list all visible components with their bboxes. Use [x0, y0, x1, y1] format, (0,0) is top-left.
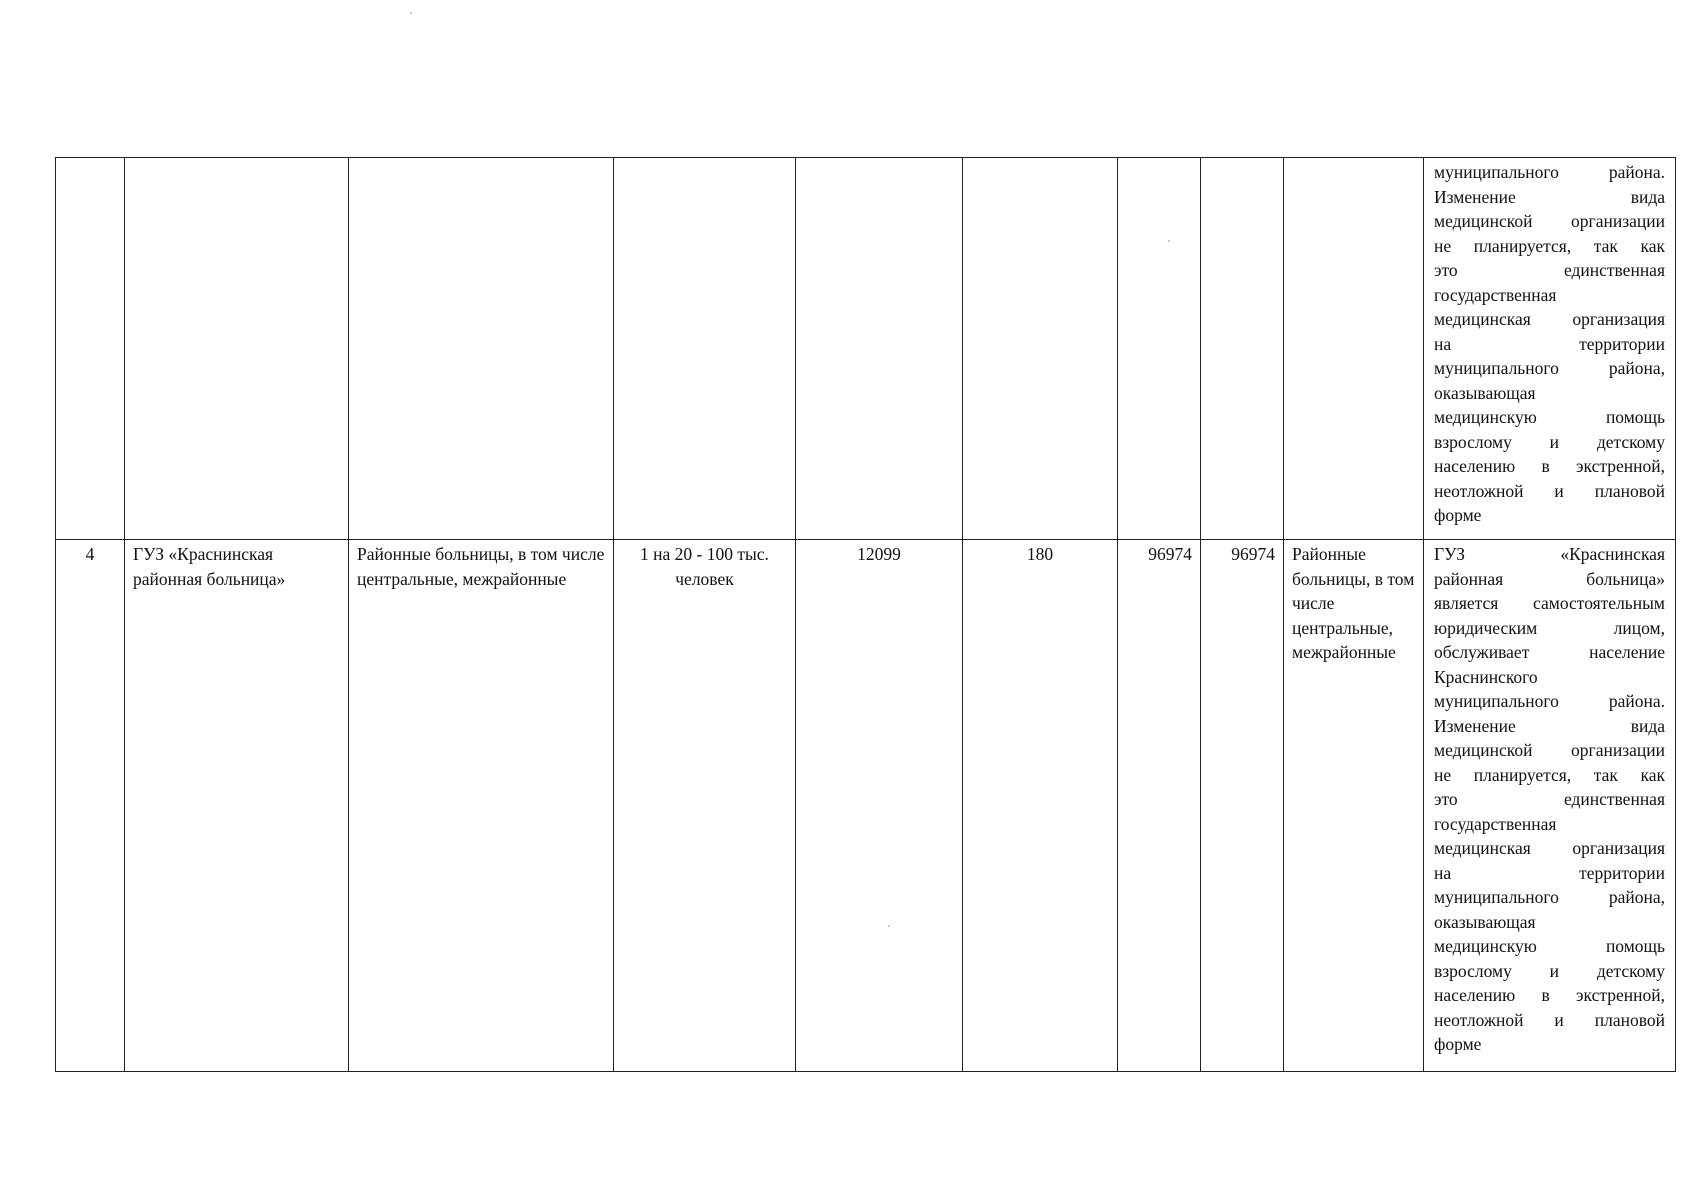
- justification-line: [1434, 542, 1665, 567]
- justification-word: муниципального: [1434, 358, 1559, 378]
- justification-line: оказывающая: [1434, 382, 1536, 403]
- justification-word: муниципального: [1434, 162, 1559, 182]
- justification-line: [1434, 861, 1665, 886]
- cell-justification: [1424, 158, 1676, 540]
- justification-word: организации: [1571, 740, 1665, 760]
- justification-word: организация: [1572, 838, 1665, 858]
- cell-beds: [963, 158, 1118, 540]
- justification-word: Изменение: [1434, 715, 1516, 736]
- justification-word: медицинская: [1434, 309, 1531, 329]
- justification-word: вида: [1630, 715, 1665, 736]
- justification-line: [1434, 356, 1665, 381]
- justification-line: [1434, 689, 1665, 714]
- justification-line: [1434, 160, 1665, 185]
- justification-line: [1434, 640, 1665, 665]
- justification-word: муниципального: [1434, 887, 1559, 907]
- justification-line: [1434, 616, 1665, 641]
- justification-word: обслуживает: [1434, 642, 1530, 662]
- justification-word: территории: [1579, 333, 1665, 354]
- justification-word: единственная: [1563, 260, 1665, 280]
- justification-word: юридическим: [1434, 617, 1538, 638]
- justification-word: детскому: [1596, 960, 1665, 981]
- justification-word: вида: [1630, 186, 1665, 207]
- table-row-continued: [56, 158, 1676, 540]
- justification-line: [1434, 959, 1665, 984]
- justification-word: района.: [1608, 162, 1665, 182]
- justification-word: медицинская: [1434, 838, 1531, 858]
- justification-word: населению: [1434, 985, 1516, 1005]
- cell-value-a: [1118, 158, 1201, 540]
- justification-line: [1434, 983, 1665, 1008]
- justification-word: планируется,: [1473, 764, 1572, 785]
- justification-word: на: [1434, 862, 1452, 883]
- justification-text: [1434, 542, 1665, 1057]
- justification-word: ГУЗ: [1434, 544, 1466, 564]
- cell-beds: 180: [963, 540, 1118, 1072]
- justification-word: лицом,: [1613, 617, 1665, 638]
- justification-word: «Краснинская: [1560, 544, 1665, 564]
- justification-word: медицинской: [1434, 211, 1533, 231]
- justification-word: как: [1640, 235, 1665, 256]
- justification-line: [1434, 567, 1665, 592]
- justification-line: Краснинского: [1434, 666, 1538, 687]
- justification-word: в: [1541, 456, 1550, 476]
- cell-organization: [125, 158, 349, 540]
- justification-word: и: [1554, 480, 1564, 501]
- justification-line: форме: [1434, 505, 1482, 525]
- justification-line: [1434, 836, 1665, 861]
- justification-word: экстренной,: [1576, 985, 1665, 1005]
- justification-word: детскому: [1596, 431, 1665, 452]
- justification-word: районная: [1434, 568, 1504, 589]
- justification-line: [1434, 479, 1665, 504]
- justification-line: [1434, 209, 1665, 234]
- cell-number: 4: [56, 540, 125, 1072]
- justification-word: больница»: [1586, 568, 1665, 589]
- justification-word: района,: [1608, 358, 1665, 378]
- justification-word: в: [1541, 985, 1550, 1005]
- cell-norm: [614, 158, 796, 540]
- justification-word: является: [1434, 593, 1499, 613]
- justification-word: помощь: [1605, 407, 1665, 427]
- justification-word: единственная: [1563, 789, 1665, 809]
- cell-planned-type: Районные больницы, в том числе центральные, межрайонные: [1284, 540, 1424, 1072]
- justification-word: взрослому: [1434, 960, 1512, 981]
- justification-line: государственная: [1434, 813, 1557, 834]
- justification-word: население: [1589, 642, 1665, 662]
- cell-planned-type: [1284, 158, 1424, 540]
- table-row: [56, 540, 1676, 1072]
- justification-word: и: [1549, 960, 1560, 981]
- justification-word: неотложной: [1434, 1009, 1524, 1030]
- justification-word: не: [1434, 235, 1452, 256]
- justification-line: [1434, 234, 1665, 259]
- cell-value-b: 96974: [1201, 540, 1284, 1072]
- justification-line: [1434, 714, 1665, 739]
- justification-word: района.: [1608, 691, 1665, 711]
- justification-line: форме: [1434, 1034, 1482, 1054]
- justification-word: и: [1554, 1009, 1564, 1030]
- cell-value-a: 96974: [1118, 540, 1201, 1072]
- cell-organization: ГУЗ «Краснинская районная больница»: [125, 540, 349, 1072]
- justification-word: так: [1593, 235, 1618, 256]
- justification-word: организация: [1572, 309, 1665, 329]
- justification-word: самостоятельным: [1533, 593, 1665, 613]
- cell-type: [349, 158, 614, 540]
- justification-line: [1434, 307, 1665, 332]
- justification-word: района,: [1608, 887, 1665, 907]
- justification-word: неотложной: [1434, 480, 1524, 501]
- justification-word: экстренной,: [1576, 456, 1665, 476]
- scan-speck: [410, 12, 412, 14]
- justification-word: это: [1434, 260, 1458, 280]
- cell-justification: [1424, 540, 1676, 1072]
- justification-line: [1434, 332, 1665, 357]
- cell-value-b: [1201, 158, 1284, 540]
- justification-line: [1434, 787, 1665, 812]
- cell-population: 12099: [796, 540, 963, 1072]
- justification-line: [1434, 185, 1665, 210]
- justification-line: [1434, 1008, 1665, 1033]
- justification-word: на: [1434, 333, 1452, 354]
- justification-word: и: [1549, 431, 1560, 452]
- justification-line: [1434, 405, 1665, 430]
- justification-line: [1434, 763, 1665, 788]
- justification-line: [1434, 934, 1665, 959]
- justification-word: как: [1640, 764, 1665, 785]
- justification-word: помощь: [1605, 936, 1665, 956]
- justification-line: [1434, 885, 1665, 910]
- cell-type: Районные больницы, в том числе центральные, межрайонные: [349, 540, 614, 1072]
- justification-word: населению: [1434, 456, 1516, 476]
- cell-population: [796, 158, 963, 540]
- justification-line: [1434, 430, 1665, 455]
- justification-word: так: [1593, 764, 1618, 785]
- justification-word: взрослому: [1434, 431, 1512, 452]
- cell-number: [56, 158, 125, 540]
- medical-organizations-table: [55, 157, 1676, 1072]
- justification-line: [1434, 258, 1665, 283]
- justification-line: [1434, 454, 1665, 479]
- justification-word: организации: [1571, 211, 1665, 231]
- justification-word: не: [1434, 764, 1452, 785]
- justification-word: плановой: [1594, 1009, 1665, 1030]
- justification-line: [1434, 738, 1665, 763]
- justification-word: медицинскую: [1434, 936, 1537, 956]
- justification-word: Изменение: [1434, 186, 1516, 207]
- justification-word: медицинскую: [1434, 407, 1537, 427]
- justification-word: территории: [1579, 862, 1665, 883]
- justification-line: [1434, 591, 1665, 616]
- justification-text: [1434, 160, 1665, 528]
- justification-line: государственная: [1434, 284, 1557, 305]
- justification-word: муниципального: [1434, 691, 1559, 711]
- cell-norm: 1 на 20 - 100 тыс. человек: [614, 540, 796, 1072]
- justification-word: медицинской: [1434, 740, 1533, 760]
- justification-word: планируется,: [1473, 235, 1572, 256]
- justification-line: оказывающая: [1434, 911, 1536, 932]
- justification-word: плановой: [1594, 480, 1665, 501]
- justification-word: это: [1434, 789, 1458, 809]
